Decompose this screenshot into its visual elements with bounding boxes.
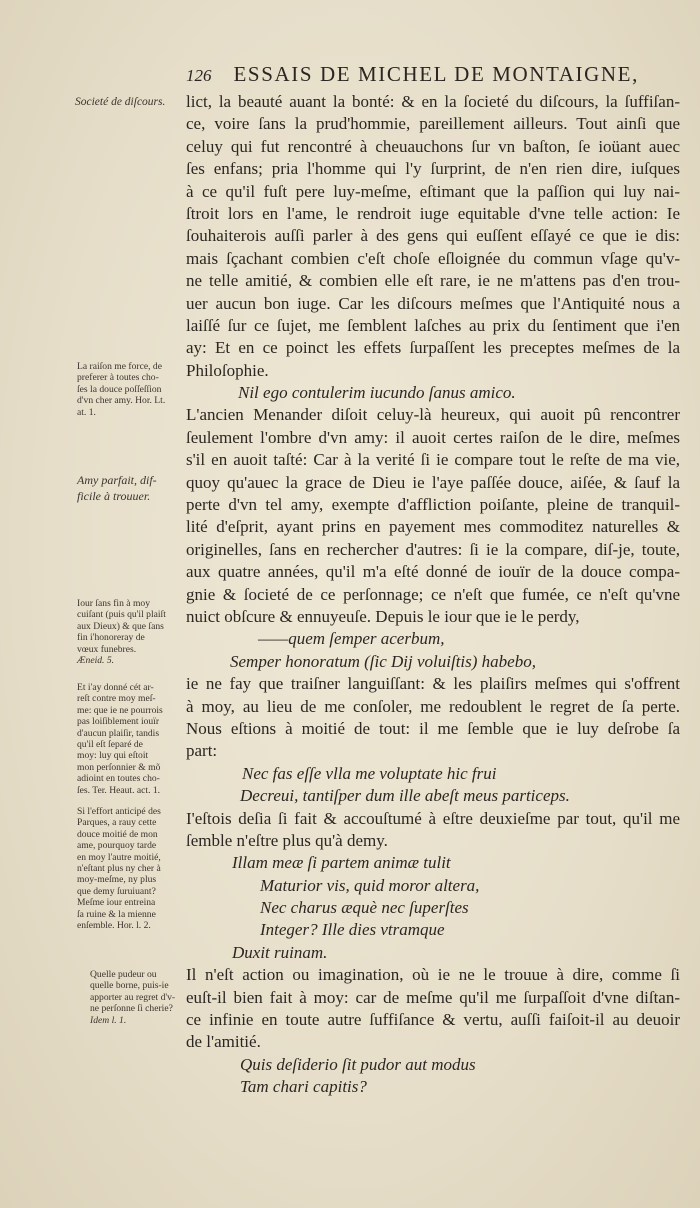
text-line: part: <box>186 741 218 761</box>
text-line: ſemble n'eſtre plus qu'à demy. <box>186 830 388 850</box>
text-line: mais ſçachant combien c'eſt choſe eſloignée du commun vſage qu'v- <box>186 248 680 268</box>
sidenote-line: Et i'ay donné cét ar- <box>77 682 154 693</box>
sidenote-arrest <box>77 682 163 796</box>
text-line: ſouhaiterois auſſi parler à des gens qui euſſent eſſayé ce que ie dis: <box>186 226 680 246</box>
text-line: Il n'eſt action ou imagination, où ie ne le trouue à dire, comme ſi <box>186 965 680 985</box>
verse-line: Quis deſiderio ſit pudor aut modus <box>240 1054 476 1074</box>
text-line: gnie & ſocieté de ce perſonnage; ce n'eſt que fumée, ce n'eſt qu'vne <box>186 584 680 604</box>
sidenote-line: enſemble. Hor. l. 2. <box>77 920 151 932</box>
sidenote-iour <box>77 598 166 666</box>
text-line: ce, voire ſans la prud'hommie, pareillement ailleurs. Tout ainſi que <box>186 114 680 134</box>
main-text-column <box>186 91 680 1099</box>
sidenote-line: me: que ie ne pourrois <box>77 704 163 716</box>
sidenote-line: quelle borne, puis-ie <box>90 980 169 992</box>
text-line: Nous eſtions à moitié de tout: il me ſemble que ie luy deſrobe ſa <box>186 718 680 738</box>
sidenote-line: at. 1. <box>77 406 96 418</box>
verse-line: Decreui, tantiſper dum ille abeſt meus particeps. <box>240 786 570 806</box>
text-line: ſtroit lors en l'ame, le rendroit iuge equitable d'vne telle action: Ie <box>186 203 680 223</box>
sidenote-line: d'vn cher amy. Hor. Lt. <box>77 395 166 407</box>
verse-line: Nec charus æquè nec ſuperſtes <box>260 898 469 918</box>
sidenote-line: Æneid. 5. <box>77 655 115 667</box>
sidenote-line: preferer à toutes cho- <box>77 372 159 384</box>
running-title: ESSAIS DE MICHEL DE MONTAIGNE, <box>233 62 639 86</box>
sidenote-line: douce moitié de mon <box>77 828 158 840</box>
sidenote-line: vœux funebres. <box>77 643 137 655</box>
text-line: I'eſtois deſia ſi fait & accouſtumé à eſtre deuxieſme par tout, qu'il me <box>186 808 680 828</box>
sidenote-line: ame, pourquoy tarde <box>77 840 157 852</box>
text-line: euſt-il bien fait à moy: car de meſme qu'il me ſurpaſſoit d'vne diſtan- <box>186 987 680 1007</box>
text-line: originelles, ſans en rechercher d'autres: ſi ie la compare, diſ-je, toute, <box>186 539 680 559</box>
text-line: ſes enfans; pria l'homme qui l'y ſurprint, de n'en rien dire, iuſques <box>186 159 680 179</box>
text-line: ne telle amitié, & combien elle eſt rare, ie ne m'attens pas d'en trou- <box>186 271 680 291</box>
sidenote-line: que demy ſuruiuant? <box>77 885 156 897</box>
sidenote-line: Si l'effort anticipé des <box>77 806 161 817</box>
text-line: celuy qui fut rencontré à cheuauchons ſur vn baſton, ſe ioüant auec <box>186 136 680 156</box>
sidenote-raison <box>77 361 165 418</box>
sidenote-line: ficile à trouuer. <box>77 489 151 503</box>
sidenote-line: aux Dieux) & que ſans <box>77 620 164 632</box>
sidenote-line: Quelle pudeur ou <box>90 969 157 980</box>
sidenote-line: ne perſonne ſi cherie? <box>90 1003 173 1015</box>
text-line: ſeulement l'ombre d'vn amy: il auoit certes raiſon de le dire, meſmes <box>186 427 680 447</box>
sidenote-line: mon perſonnier & mõ <box>77 761 161 773</box>
sidenote-pudeur <box>90 969 175 1026</box>
sidenote-line: moy-meſme, ny plus <box>77 874 157 886</box>
text-line: laiſſé ſur ce ſujet, me ſemblent laſches au prix du ſentiment que i'en <box>186 315 680 335</box>
text-line: à ce qu'il fuſt pere luy-meſme, eſtimant que la paſſion qui luy nai- <box>186 181 680 201</box>
running-header <box>186 62 656 92</box>
sidenote-line: Idem l. 1. <box>90 1014 127 1026</box>
sidenote-line: Meſme iour entreina <box>77 897 156 909</box>
sidenote-line: ſes la douce poſſeſſion <box>77 383 162 395</box>
sidenote-line: Iour ſans fin à moy <box>77 598 151 609</box>
text-line: nuict obſcure & ennuyeuſe. Depuis le iour que ie le perdy, <box>186 606 580 626</box>
text-line: ce infinie en toute autre ſuffiſance & vertu, auſſi faiſoit-il au deuoir <box>186 1010 680 1030</box>
sidenote-line: Societé de diſcours. <box>75 96 166 108</box>
sidenote-line: ſes. Ter. Heaut. act. 1. <box>77 784 161 796</box>
page-number: 126 <box>186 66 212 85</box>
sidenote-line: ſa ruine & la mienne <box>77 908 156 920</box>
verse-line: Tam chari capitis? <box>240 1077 367 1097</box>
verse-line: ——quem ſemper acerbum, <box>258 629 445 649</box>
text-line: de l'amitié. <box>186 1032 261 1052</box>
text-line: à moy, au lieu de me conſoler, me redoublent le regret de ſa perte. <box>186 696 680 716</box>
sidenote-parques <box>77 806 161 931</box>
sidenote-line: pas loiſiblement iouïr <box>77 716 160 728</box>
sidenote-line: cuiſant (puis qu'il plaiſt <box>77 609 166 621</box>
sidenote-line: d'aucun plaiſir, tandis <box>77 727 160 739</box>
verse-line: Maturior vis, quid moror altera, <box>260 875 480 895</box>
text-line: ie ne fay que traiſner languiſſant: & les plaiſirs meſmes qui s'offrent <box>186 674 680 694</box>
verse-line: Illam meæ ſi partem animæ tulit <box>232 853 451 873</box>
sidenote-line: en moy l'autre moitié, <box>77 851 161 863</box>
sidenote-line: Amy parfait, dif- <box>77 473 157 487</box>
verse-line: Nec fas eſſe vlla me voluptate hic frui <box>242 763 497 783</box>
verse-line: Nil ego contulerim iucundo ſanus amico. <box>238 383 516 403</box>
text-line: s'il en auoit taſté: Car à la verité ſi ie compare tout le reſte de ma vie, <box>186 450 680 470</box>
sidenote-line: Parques, a rauy cette <box>77 817 157 829</box>
sidenote-line: apporter au regret d'v- <box>90 991 176 1003</box>
sidenote-line: fin i'honoreray de <box>77 632 145 644</box>
sidenote-societe <box>75 94 165 110</box>
text-line: lité d'eſprit, ayant prins en payement mes commoditez naturelles & <box>186 517 680 537</box>
sidenote-line: adioint en toutes cho- <box>77 773 160 785</box>
verse-line: Duxit ruinam. <box>232 942 328 962</box>
text-line: aux quatre années, qu'il m'a eſté donné de iouïr de la douce compa- <box>186 562 680 582</box>
sidenote-line: qu'il eſt ſeparé de <box>77 739 143 751</box>
verse-line: Semper honoratum (ſic Dij voluiſtis) habebo, <box>230 651 536 671</box>
text-line: perte d'vn tel amy, exempte d'affliction poiſante, pleine de tranquil- <box>186 495 680 515</box>
sidenote-amy-parfait <box>77 472 157 504</box>
text-line: quoy qu'auec la grace de Dieu ie l'aye paſſée douce, aiſée, & ſauf la <box>186 472 680 492</box>
verse-line: Integer? Ille dies vtramque <box>260 920 445 940</box>
text-line: L'ancien Menander diſoit celuy-là heureux, qui auoit pû rencontrer <box>186 405 680 425</box>
text-line: uer aucun bon iuge. Car les diſcours meſmes que l'Antiquité nous a <box>186 293 680 313</box>
sidenote-line: moy: luy qui eſtoit <box>77 750 149 762</box>
sidenote-line: n'eſtant plus ny cher à <box>77 863 161 875</box>
sidenote-line: La raiſon me force, de <box>77 361 162 372</box>
text-line: Philoſophie. <box>186 360 269 380</box>
text-line: lict, la beauté auant la bonté: & en la ſocieté du diſcours, la ſuffiſan- <box>186 92 680 111</box>
text-line: ay: Et en ce poinct les effets ſurpaſſent les preceptes meſmes de la <box>186 338 680 358</box>
sidenote-line: reſt contre moy meſ- <box>77 693 156 705</box>
